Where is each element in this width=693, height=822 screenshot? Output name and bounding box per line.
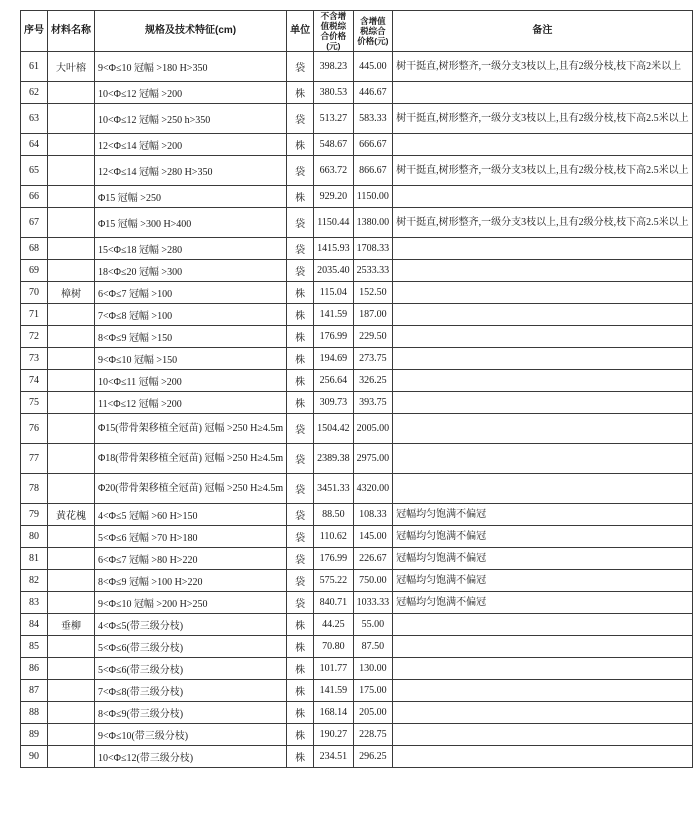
table-row [21, 504, 693, 526]
row-spec: Φ20(带骨架移植全冠苗) 冠幅 >250 H≥4.5m [95, 474, 287, 504]
row-material-name [48, 104, 95, 134]
row-note [393, 680, 693, 702]
row-seq: 70 [21, 282, 48, 304]
row-price-incl-vat: 226.67 [353, 548, 393, 570]
row-spec: 5<Φ≤6 冠幅 >70 H>180 [95, 526, 287, 548]
table-row [21, 260, 693, 282]
header-price-incl-vat: 含增值税综合价格(元) [353, 11, 393, 52]
row-unit: 株 [287, 348, 314, 370]
row-seq: 83 [21, 592, 48, 614]
row-material-name [48, 348, 95, 370]
row-unit: 袋 [287, 548, 314, 570]
row-unit: 袋 [287, 156, 314, 186]
row-price-incl-vat: 296.25 [353, 746, 393, 768]
row-price-incl-vat: 445.00 [353, 52, 393, 82]
row-spec: 10<Φ≤12 冠幅 >200 [95, 82, 287, 104]
row-seq: 89 [21, 724, 48, 746]
row-spec: Φ18(带骨架移植全冠苗) 冠幅 >250 H≥4.5m [95, 444, 287, 474]
row-seq: 79 [21, 504, 48, 526]
row-note [393, 134, 693, 156]
row-price-excl-vat: 115.04 [314, 282, 354, 304]
table-row [21, 414, 693, 444]
row-note: 树干挺直,树形整齐,一级分支3枝以上,且有2级分枝,枝下高2.5米以上 [393, 104, 693, 134]
table-row [21, 326, 693, 348]
row-note [393, 392, 693, 414]
row-note [393, 658, 693, 680]
row-unit: 袋 [287, 504, 314, 526]
row-note [393, 414, 693, 444]
row-price-excl-vat: 88.50 [314, 504, 354, 526]
table-row [21, 548, 693, 570]
row-seq: 77 [21, 444, 48, 474]
row-spec: 15<Φ≤18 冠幅 >280 [95, 238, 287, 260]
table-row [21, 526, 693, 548]
row-spec: 4<Φ≤5 冠幅 >60 H>150 [95, 504, 287, 526]
row-spec: 10<Φ≤12 冠幅 >250 h>350 [95, 104, 287, 134]
row-price-excl-vat: 929.20 [314, 186, 354, 208]
table-row [21, 348, 693, 370]
header-spec: 规格及技术特征(cm) [95, 11, 287, 52]
row-note [393, 186, 693, 208]
row-price-incl-vat: 393.75 [353, 392, 393, 414]
table-row [21, 392, 693, 414]
row-price-incl-vat: 583.33 [353, 104, 393, 134]
row-price-incl-vat: 273.75 [353, 348, 393, 370]
row-unit: 袋 [287, 208, 314, 238]
row-note [393, 348, 693, 370]
row-price-excl-vat: 176.99 [314, 548, 354, 570]
row-material-name [48, 326, 95, 348]
row-spec: 8<Φ≤9 冠幅 >100 H>220 [95, 570, 287, 592]
row-price-excl-vat: 1504.42 [314, 414, 354, 444]
row-price-incl-vat: 55.00 [353, 614, 393, 636]
row-material-name [48, 570, 95, 592]
row-price-incl-vat: 130.00 [353, 658, 393, 680]
header-note: 备注 [393, 11, 693, 52]
price-table [20, 10, 693, 768]
row-price-excl-vat: 256.64 [314, 370, 354, 392]
row-seq: 63 [21, 104, 48, 134]
row-material-name [48, 304, 95, 326]
row-unit: 袋 [287, 444, 314, 474]
row-price-excl-vat: 663.72 [314, 156, 354, 186]
row-spec: 18<Φ≤20 冠幅 >300 [95, 260, 287, 282]
header-seq: 序号 [21, 11, 48, 52]
row-seq: 73 [21, 348, 48, 370]
row-price-excl-vat: 70.80 [314, 636, 354, 658]
row-price-incl-vat: 2005.00 [353, 414, 393, 444]
table-body [21, 52, 693, 768]
row-spec: Φ15 冠幅 >300 H>400 [95, 208, 287, 238]
row-material-name [48, 702, 95, 724]
row-price-incl-vat: 229.50 [353, 326, 393, 348]
row-unit: 株 [287, 82, 314, 104]
row-price-incl-vat: 87.50 [353, 636, 393, 658]
row-material-name [48, 548, 95, 570]
row-unit: 株 [287, 680, 314, 702]
row-price-incl-vat: 750.00 [353, 570, 393, 592]
row-price-incl-vat: 866.67 [353, 156, 393, 186]
row-price-excl-vat: 380.53 [314, 82, 354, 104]
row-seq: 82 [21, 570, 48, 592]
row-note [393, 282, 693, 304]
row-unit: 袋 [287, 414, 314, 444]
row-price-excl-vat: 194.69 [314, 348, 354, 370]
row-price-excl-vat: 101.77 [314, 658, 354, 680]
table-row [21, 304, 693, 326]
row-spec: 6<Φ≤7 冠幅 >100 [95, 282, 287, 304]
row-note: 树干挺直,树形整齐,一级分支3枝以上,且有2级分枝,枝下高2.5米以上 [393, 156, 693, 186]
row-seq: 76 [21, 414, 48, 444]
table-row [21, 636, 693, 658]
row-unit: 袋 [287, 526, 314, 548]
row-seq: 90 [21, 746, 48, 768]
row-price-excl-vat: 575.22 [314, 570, 354, 592]
row-note [393, 614, 693, 636]
row-price-excl-vat: 141.59 [314, 680, 354, 702]
row-price-incl-vat: 4320.00 [353, 474, 393, 504]
row-seq: 72 [21, 326, 48, 348]
row-price-incl-vat: 108.33 [353, 504, 393, 526]
table-row [21, 724, 693, 746]
row-unit: 株 [287, 392, 314, 414]
row-note [393, 326, 693, 348]
row-seq: 86 [21, 658, 48, 680]
row-unit: 株 [287, 282, 314, 304]
row-note: 冠幅均匀饱满不偏冠 [393, 570, 693, 592]
row-price-excl-vat: 548.67 [314, 134, 354, 156]
row-material-name [48, 658, 95, 680]
row-price-incl-vat: 175.00 [353, 680, 393, 702]
row-note [393, 238, 693, 260]
row-note: 冠幅均匀饱满不偏冠 [393, 592, 693, 614]
table-row [21, 474, 693, 504]
row-price-incl-vat: 1150.00 [353, 186, 393, 208]
row-note [393, 82, 693, 104]
table-row [21, 208, 693, 238]
row-price-incl-vat: 145.00 [353, 526, 393, 548]
row-unit: 株 [287, 702, 314, 724]
row-price-excl-vat: 398.23 [314, 52, 354, 82]
row-seq: 61 [21, 52, 48, 82]
row-price-excl-vat: 513.27 [314, 104, 354, 134]
table-row [21, 614, 693, 636]
row-note [393, 260, 693, 282]
row-price-excl-vat: 2389.38 [314, 444, 354, 474]
row-price-incl-vat: 1380.00 [353, 208, 393, 238]
row-material-name [48, 746, 95, 768]
row-price-incl-vat: 152.50 [353, 282, 393, 304]
row-price-excl-vat: 168.14 [314, 702, 354, 724]
row-price-excl-vat: 2035.40 [314, 260, 354, 282]
row-spec: 9<Φ≤10(带三级分枝) [95, 724, 287, 746]
row-unit: 株 [287, 304, 314, 326]
row-spec: 10<Φ≤11 冠幅 >200 [95, 370, 287, 392]
row-price-incl-vat: 446.67 [353, 82, 393, 104]
row-unit: 株 [287, 724, 314, 746]
row-spec: 11<Φ≤12 冠幅 >200 [95, 392, 287, 414]
row-spec: 6<Φ≤7 冠幅 >80 H>220 [95, 548, 287, 570]
row-material-name [48, 444, 95, 474]
row-spec: 5<Φ≤6(带三级分枝) [95, 636, 287, 658]
row-price-excl-vat: 234.51 [314, 746, 354, 768]
row-seq: 62 [21, 82, 48, 104]
row-unit: 袋 [287, 52, 314, 82]
row-note [393, 474, 693, 504]
row-note: 树干挺直,树形整齐,一级分支3枝以上,且有2级分枝,枝下高2.5米以上 [393, 208, 693, 238]
row-note [393, 746, 693, 768]
row-material-name [48, 526, 95, 548]
row-spec: 7<Φ≤8 冠幅 >100 [95, 304, 287, 326]
row-price-excl-vat: 3451.33 [314, 474, 354, 504]
table-row [21, 104, 693, 134]
row-note: 冠幅均匀饱满不偏冠 [393, 504, 693, 526]
row-unit: 株 [287, 326, 314, 348]
row-spec: 12<Φ≤14 冠幅 >280 H>350 [95, 156, 287, 186]
row-price-incl-vat: 1033.33 [353, 592, 393, 614]
row-seq: 64 [21, 134, 48, 156]
row-unit: 株 [287, 658, 314, 680]
row-seq: 68 [21, 238, 48, 260]
row-seq: 65 [21, 156, 48, 186]
row-price-incl-vat: 2533.33 [353, 260, 393, 282]
row-note [393, 636, 693, 658]
row-note [393, 304, 693, 326]
row-material-name [48, 370, 95, 392]
table-row [21, 156, 693, 186]
row-seq: 80 [21, 526, 48, 548]
row-material-name [48, 260, 95, 282]
row-price-incl-vat: 1708.33 [353, 238, 393, 260]
row-price-incl-vat: 228.75 [353, 724, 393, 746]
header-material-name: 材料名称 [48, 11, 95, 52]
row-unit: 株 [287, 370, 314, 392]
row-material-name [48, 680, 95, 702]
row-note [393, 702, 693, 724]
row-material-name [48, 474, 95, 504]
row-unit: 株 [287, 636, 314, 658]
row-note [393, 370, 693, 392]
row-material-name [48, 724, 95, 746]
row-spec: 8<Φ≤9(带三级分枝) [95, 702, 287, 724]
row-price-excl-vat: 176.99 [314, 326, 354, 348]
row-price-incl-vat: 2975.00 [353, 444, 393, 474]
row-seq: 71 [21, 304, 48, 326]
row-price-incl-vat: 205.00 [353, 702, 393, 724]
row-seq: 69 [21, 260, 48, 282]
row-unit: 株 [287, 134, 314, 156]
row-spec: 9<Φ≤10 冠幅 >150 [95, 348, 287, 370]
row-price-excl-vat: 141.59 [314, 304, 354, 326]
row-material-name [48, 134, 95, 156]
row-unit: 株 [287, 614, 314, 636]
row-material-name [48, 156, 95, 186]
row-spec: 9<Φ≤10 冠幅 >200 H>250 [95, 592, 287, 614]
row-material-name [48, 238, 95, 260]
header-price-excl-vat: 不含增值税综合价格(元) [314, 11, 354, 52]
row-material-name [48, 592, 95, 614]
row-unit: 袋 [287, 104, 314, 134]
row-seq: 74 [21, 370, 48, 392]
table-row [21, 82, 693, 104]
row-seq: 66 [21, 186, 48, 208]
row-material-name [48, 414, 95, 444]
row-spec: 12<Φ≤14 冠幅 >200 [95, 134, 287, 156]
row-price-incl-vat: 187.00 [353, 304, 393, 326]
row-unit: 袋 [287, 260, 314, 282]
table-row [21, 592, 693, 614]
row-spec: 7<Φ≤8(带三级分枝) [95, 680, 287, 702]
row-seq: 75 [21, 392, 48, 414]
row-unit: 株 [287, 746, 314, 768]
row-note: 冠幅均匀饱满不偏冠 [393, 548, 693, 570]
row-spec: 8<Φ≤9 冠幅 >150 [95, 326, 287, 348]
row-price-excl-vat: 190.27 [314, 724, 354, 746]
row-price-excl-vat: 309.73 [314, 392, 354, 414]
row-spec: Φ15(带骨架移植全冠苗) 冠幅 >250 H≥4.5m [95, 414, 287, 444]
row-note [393, 724, 693, 746]
row-price-excl-vat: 840.71 [314, 592, 354, 614]
table-row [21, 746, 693, 768]
table-row [21, 658, 693, 680]
row-seq: 78 [21, 474, 48, 504]
row-spec: Φ15 冠幅 >250 [95, 186, 287, 208]
row-unit: 袋 [287, 592, 314, 614]
row-seq: 67 [21, 208, 48, 238]
table-row [21, 186, 693, 208]
row-unit: 袋 [287, 474, 314, 504]
table-row [21, 370, 693, 392]
table-row [21, 282, 693, 304]
row-spec: 9<Φ≤10 冠幅 >180 H>350 [95, 52, 287, 82]
row-price-excl-vat: 110.62 [314, 526, 354, 548]
row-material-name: 黄花槐 [48, 504, 95, 526]
row-material-name [48, 82, 95, 104]
row-spec: 4<Φ≤5(带三级分枝) [95, 614, 287, 636]
row-spec: 5<Φ≤6(带三级分枝) [95, 658, 287, 680]
row-material-name: 垂柳 [48, 614, 95, 636]
row-note [393, 444, 693, 474]
row-material-name: 大叶榕 [48, 52, 95, 82]
row-price-excl-vat: 1150.44 [314, 208, 354, 238]
table-row [21, 52, 693, 82]
row-seq: 85 [21, 636, 48, 658]
row-price-excl-vat: 1415.93 [314, 238, 354, 260]
header-row [21, 11, 693, 52]
row-note: 树干挺直,树形整齐,一级分支3枝以上,且有2级分枝,枝下高2米以上 [393, 52, 693, 82]
table-row [21, 238, 693, 260]
row-seq: 88 [21, 702, 48, 724]
row-price-incl-vat: 326.25 [353, 370, 393, 392]
table-row [21, 444, 693, 474]
table-row [21, 134, 693, 156]
row-price-incl-vat: 666.67 [353, 134, 393, 156]
row-material-name [48, 186, 95, 208]
row-material-name [48, 392, 95, 414]
row-material-name [48, 208, 95, 238]
table-row [21, 680, 693, 702]
row-price-excl-vat: 44.25 [314, 614, 354, 636]
row-seq: 81 [21, 548, 48, 570]
row-unit: 袋 [287, 570, 314, 592]
row-seq: 87 [21, 680, 48, 702]
row-spec: 10<Φ≤12(带三级分枝) [95, 746, 287, 768]
row-note: 冠幅均匀饱满不偏冠 [393, 526, 693, 548]
row-seq: 84 [21, 614, 48, 636]
header-unit: 单位 [287, 11, 314, 52]
table-row [21, 570, 693, 592]
row-material-name: 樟树 [48, 282, 95, 304]
row-material-name [48, 636, 95, 658]
row-unit: 袋 [287, 238, 314, 260]
row-unit: 株 [287, 186, 314, 208]
table-row [21, 702, 693, 724]
